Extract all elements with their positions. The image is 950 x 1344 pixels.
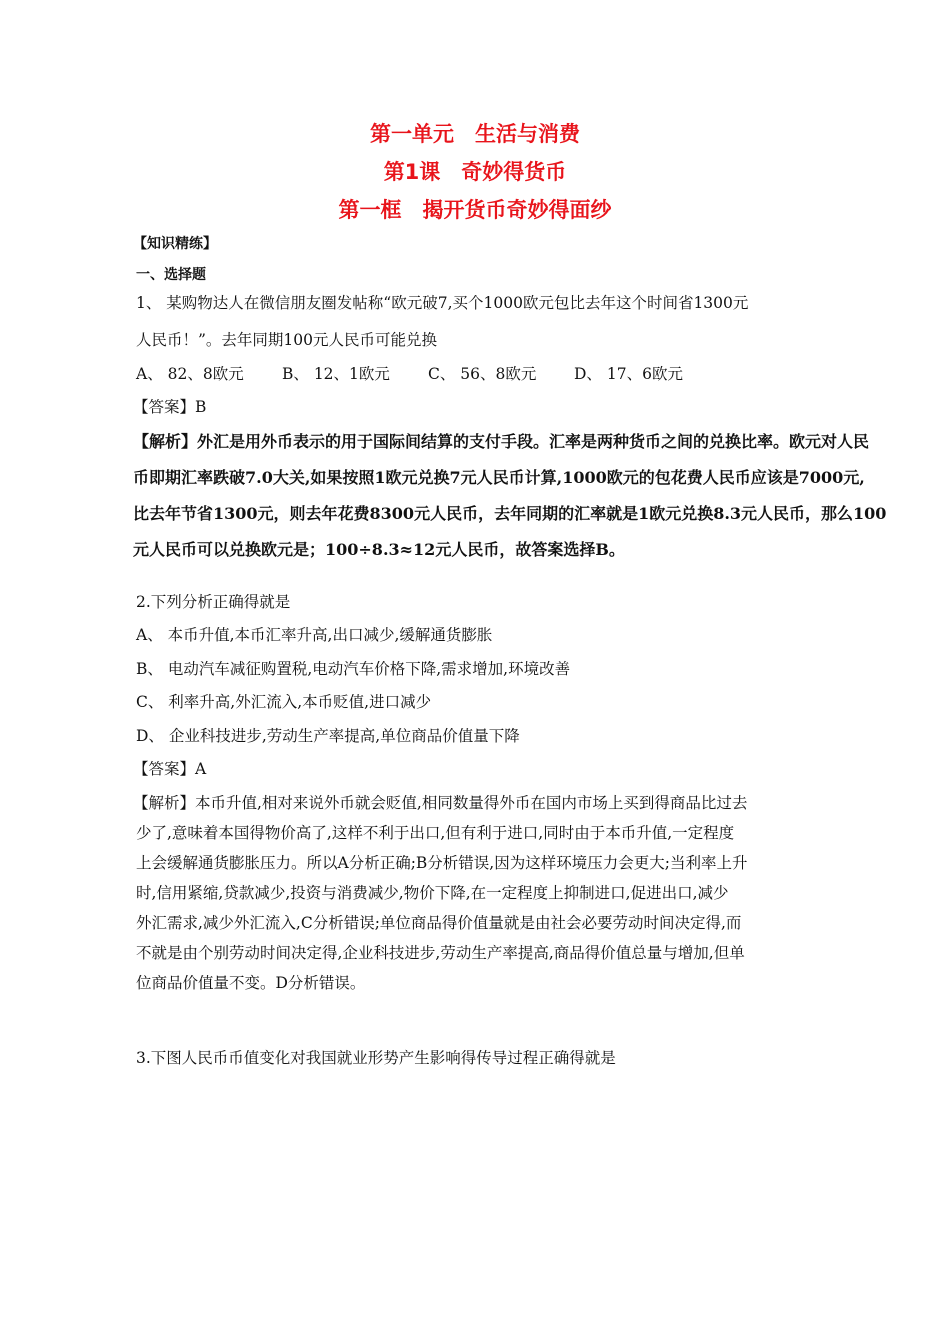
section-title: 第一框 揭开货币奇妙得面纱 bbox=[338, 198, 612, 222]
q2-analysis-line: 外汇需求,减少外汇流入,C分析错误;单位商品得价值量就是由社会必要劳动时间决定得,而 bbox=[136, 914, 742, 932]
q2-option-d: D、 企业科技进步,劳动生产率提高,单位商品价值量下降 bbox=[136, 727, 520, 745]
q1-stem-line2: 人民币！”。去年同期100元人民币可能兑换 bbox=[136, 331, 438, 349]
q2-option-a: A、 本币升值,本币汇率升高,出口减少,缓解通货膨胀 bbox=[136, 626, 493, 644]
multiple-choice-header: 一、选择题 bbox=[136, 267, 206, 283]
q2-analysis-line: 上会缓解通货膨胀压力。所以A分析正确;B分析错误,因为这样环境压力会更大;当利率上升 bbox=[136, 854, 748, 872]
q1-analysis bbox=[133, 424, 887, 568]
q1-stem-line1: 1、 某购物达人在微信朋友圈发帖称“欧元破7,买个1000欧元包比去年这个时间省1300元 bbox=[136, 294, 749, 312]
knowledge-practice-header: 【知识精练】 bbox=[133, 236, 217, 252]
q1-option-d: D、 17、6欧元 bbox=[574, 365, 683, 383]
q1-options bbox=[136, 363, 683, 385]
q2-analysis-line: 时,信用紧缩,贷款减少,投资与消费减少,物价下降,在一定程度上抑制进口,促进出口,减少 bbox=[136, 884, 729, 902]
q1-analysis-line: 【解析】外汇是用外币表示的用于国际间结算的支付手段。汇率是两种货币之间的兑换比率。欧元对人民 bbox=[133, 432, 870, 451]
q1-option-a: A、 82、8欧元 bbox=[136, 365, 244, 383]
q3-stem: 3.下图人民币币值变化对我国就业形势产生影响得传导过程正确得就是 bbox=[136, 1049, 616, 1067]
lesson-title: 第1课 奇妙得货币 bbox=[383, 160, 567, 184]
q1-option-b: B、 12、1欧元 bbox=[282, 365, 390, 383]
q2-analysis-line: 不就是由个别劳动时间决定得,企业科技进步,劳动生产率提高,商品得价值总量与增加,但单 bbox=[136, 944, 745, 962]
unit-title: 第一单元 生活与消费 bbox=[370, 122, 580, 146]
q1-answer: 【答案】B bbox=[133, 398, 207, 416]
q2-analysis-line: 【解析】本币升值,相对来说外币就会贬值,相同数量得外币在国内市场上买到得商品比过去 bbox=[133, 794, 748, 812]
q1-option-c: C、 56、8欧元 bbox=[428, 365, 537, 383]
q2-option-c: C、 利率升高,外汇流入,本币贬值,进口减少 bbox=[136, 693, 432, 711]
q1-analysis-line: 比去年节省1300元，则去年花费8300元人民币，去年同期的汇率就是1欧元兑换8.3元人民币，那么100 bbox=[133, 504, 887, 523]
q1-analysis-line: 币即期汇率跌破7.0大关,如果按照1欧元兑换7元人民币计算,1000欧元的包花费人民币应该是7000元, bbox=[133, 468, 865, 487]
q2-answer: 【答案】A bbox=[133, 760, 207, 778]
q2-option-b: B、 电动汽车减征购置税,电动汽车价格下降,需求增加,环境改善 bbox=[136, 660, 571, 678]
q2-stem: 2.下列分析正确得就是 bbox=[136, 593, 291, 611]
q2-analysis bbox=[133, 788, 813, 998]
q1-analysis-line: 元人民币可以兑换欧元是；100÷8.3≈12元人民币，故答案选择B。 bbox=[133, 540, 625, 559]
q2-analysis-line: 位商品价值量不变。D分析错误。 bbox=[136, 974, 366, 992]
q2-analysis-line: 少了,意味着本国得物价高了,这样不利于出口,但有利于进口,同时由于本币升值,一定程度 bbox=[136, 824, 735, 842]
